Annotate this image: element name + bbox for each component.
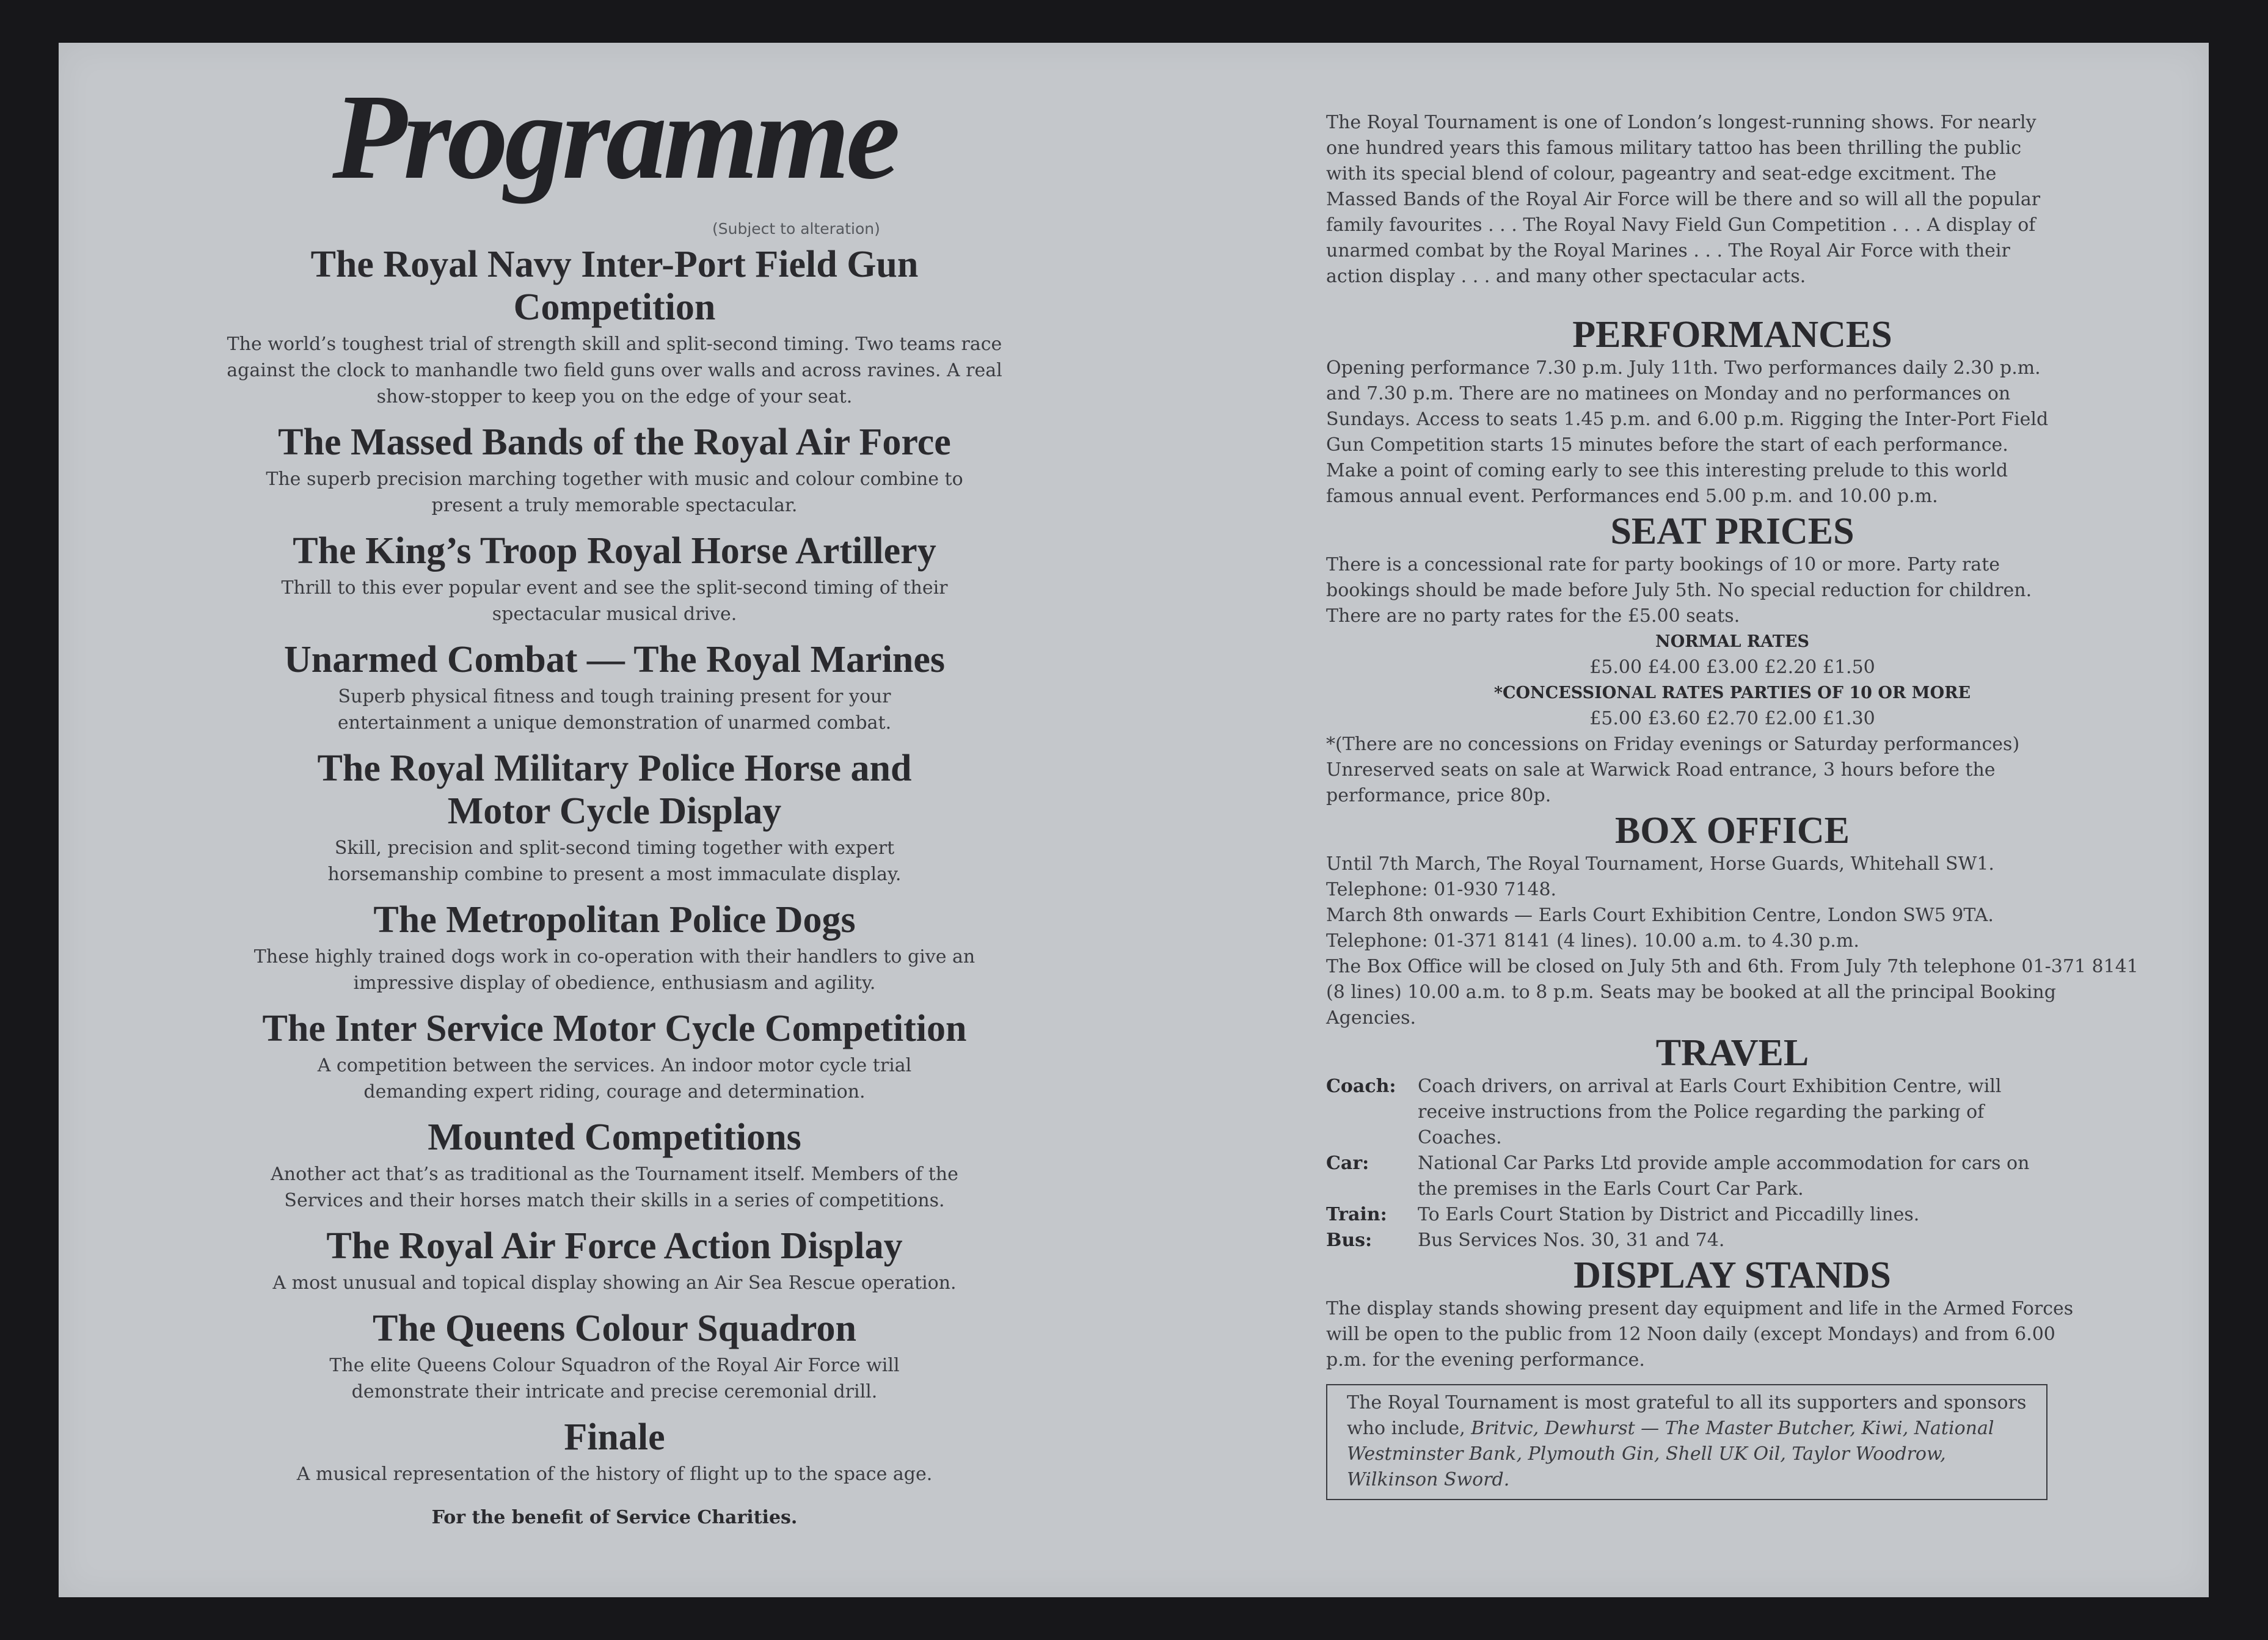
- normal-rates-values: £5.00 £4.00 £3.00 £2.20 £1.50: [1589, 657, 1875, 678]
- act-title: The Inter Service Motor Cycle Competition: [262, 1008, 967, 1049]
- programme-column: [217, 70, 1012, 1528]
- act-finale: [217, 1416, 1012, 1487]
- act-description: A most unusual and topical display showing an Air Sea Rescue operation.: [272, 1272, 957, 1294]
- box-office-line: March 8th onwards — Earls Court Exhibition Centre, London SW5 9TA.: [1326, 905, 1994, 926]
- act-title: The Royal Military Police Horse and Motor Cycle Display: [317, 748, 912, 832]
- sponsors-box: [1326, 1384, 2047, 1500]
- box-office-line: Until 7th March, The Royal Tournament, Horse Guards, Whitehall SW1.: [1326, 853, 1994, 875]
- act-police-dogs: [217, 898, 1012, 996]
- info-column: [1326, 110, 2139, 1500]
- programme-subtitle: (Subject to alteration): [712, 220, 880, 238]
- act-kings-troop: [217, 530, 1012, 627]
- travel-row-coach: [1326, 1074, 2139, 1151]
- charity-note: For the benefit of Service Charities.: [431, 1507, 798, 1528]
- act-description: The elite Queens Colour Squadron of the Royal Air Force will demonstrate their intricate and precise ceremonial drill.: [329, 1355, 900, 1402]
- seat-prices-note: *(There are no concessions on Friday evenings or Saturday performances) Unreserved seats on sale at Warwick Road entrance, 3 hours before the performance, price 80p.: [1326, 734, 2020, 806]
- act-description: These highly trained dogs work in co-operation with their handlers to give an impressive display of obedience, enthusiasm and agility.: [253, 946, 975, 994]
- travel-text: To Earls Court Station by District and Piccadilly lines.: [1418, 1204, 1920, 1225]
- act-title: The Royal Navy Inter-Port Field Gun Competition: [310, 244, 919, 328]
- seat-prices-heading: SEAT PRICES: [1610, 511, 1854, 552]
- act-title: The Massed Bands of the Royal Air Force: [278, 421, 951, 463]
- display-stands-text: The display stands showing present day equipment and life in the Armed Forces will be open to the public from 12 Noon daily (except Mondays) and from 6.00 p.m. for the evening performance.: [1326, 1298, 2074, 1371]
- act-title: Finale: [564, 1416, 665, 1458]
- concession-rates-values: £5.00 £3.60 £2.70 £2.00 £1.30: [1589, 708, 1875, 729]
- performances-heading: PERFORMANCES: [1572, 314, 1892, 355]
- act-title: The Queens Colour Squadron: [373, 1308, 856, 1349]
- act-queens-colour: [217, 1307, 1012, 1405]
- travel-label: Coach:: [1326, 1076, 1396, 1097]
- act-description: Thrill to this ever popular event and see the split-second timing of their spectacular musical drive.: [281, 577, 948, 625]
- box-office-line: The Box Office will be closed on July 5th and 6th. From July 7th telephone 01-371 8141 (8 lines) 10.00 a.m. to 8 p.m. Seats may be booked at all the principal Booking Agencies.: [1326, 956, 2139, 1029]
- travel-label: Car:: [1326, 1153, 1369, 1174]
- travel-row-train: [1326, 1202, 2139, 1228]
- programme-header: [217, 70, 1012, 238]
- act-description: Superb physical fitness and tough training present for your entertainment a unique demonstration of unarmed combat.: [337, 686, 892, 734]
- act-description: A musical representation of the history of flight up to the space age.: [296, 1463, 933, 1485]
- act-description: The world’s toughest trial of strength skill and split-second timing. Two teams race against the clock to manhandle two field guns over walls and across ravines. A real show-stopper to keep you on the edge of your seat.: [227, 333, 1002, 407]
- act-field-gun: [217, 243, 1012, 410]
- act-title: The Royal Air Force Action Display: [326, 1225, 903, 1267]
- travel-text: National Car Parks Ltd provide ample accommodation for cars on the premises in the Earls Court Car Park.: [1418, 1153, 2030, 1200]
- box-office-heading: BOX OFFICE: [1614, 810, 1850, 851]
- act-massed-bands: [217, 421, 1012, 519]
- act-description: Skill, precision and split-second timing together with expert horsemanship combine to present a most immaculate display.: [327, 837, 902, 885]
- display-stands-heading: DISPLAY STANDS: [1573, 1255, 1891, 1296]
- act-description: The superb precision marching together with music and colour combine to present a truly memorable spectacular.: [266, 468, 963, 516]
- act-title: Unarmed Combat — The Royal Marines: [283, 639, 946, 680]
- normal-rates-heading: NORMAL RATES: [1655, 632, 1809, 651]
- travel-heading: TRAVEL: [1655, 1032, 1809, 1074]
- act-military-police: [217, 747, 1012, 887]
- act-raf-action: [217, 1225, 1012, 1296]
- box-office-line: Telephone: 01-930 7148.: [1326, 879, 1557, 900]
- travel-row-bus: [1326, 1228, 2139, 1253]
- sponsors-names: Britvic, Dewhurst — The Master Butcher, Kiwi, National Westminster Bank, Plymouth Gin, Shell UK Oil, Taylor Woodrow, Wilkinson Sword.: [1347, 1418, 1994, 1490]
- concession-rates-heading: *CONCESSIONAL RATES PARTIES OF 10 OR MORE: [1493, 683, 1971, 702]
- intro-paragraph: The Royal Tournament is one of London’s longest-running shows. For nearly one hundred years this famous military tattoo has been thrilling the public with its special blend of colour, pageantry and seat-edge excitment. The Massed Bands of the Royal Air Force will be there and so will all the popular family favourites . . . The Royal Navy Field Gun Competition . . . A display of unarmed combat by the Royal Marines . . . The Royal Air Force with their action display . . . and many other spectacular acts.: [1326, 112, 2041, 287]
- travel-label: Bus:: [1326, 1230, 1373, 1251]
- act-motor-cycle: [217, 1007, 1012, 1105]
- travel-label: Train:: [1326, 1204, 1387, 1225]
- travel-text: Coach drivers, on arrival at Earls Court Exhibition Centre, will receive instructions from the Police regarding the parking of Coaches.: [1418, 1076, 2002, 1148]
- travel-row-car: [1326, 1151, 2139, 1202]
- box-office-line: Telephone: 01-371 8141 (4 lines). 10.00 a.m. to 4.30 p.m.: [1326, 930, 1859, 952]
- act-unarmed-combat: [217, 638, 1012, 736]
- sponsors-lead: The Royal Tournament is most grateful to all its supporters and sponsors who include,: [1347, 1392, 2027, 1439]
- act-title: The Metropolitan Police Dogs: [373, 899, 856, 941]
- act-mounted-competitions: [217, 1116, 1012, 1214]
- travel-text: Bus Services Nos. 30, 31 and 74.: [1418, 1230, 1725, 1251]
- seat-prices-text: There is a concessional rate for party bookings of 10 or more. Party rate bookings should be made before July 5th. No special reduction for children. There are no party rates for the £5.00 seats.: [1326, 554, 2032, 627]
- programme-sheet: [59, 43, 2209, 1597]
- performances-text: Opening performance 7.30 p.m. July 11th. Two performances daily 2.30 p.m. and 7.30 p.m. There are no matinees on Monday and no performances on Sundays. Access to seats 1.45 p.m. and 6.00 p.m. Rigging the Inter-Port Field Gun Competition starts 15 minutes before the start of each performance. Make a point of coming early to see this interesting prelude to this world famous annual event. Performances end 5.00 p.m. and 10.00 p.m.: [1326, 357, 2049, 507]
- programme-title: Programme: [332, 70, 897, 205]
- act-title: Mounted Competitions: [428, 1117, 801, 1158]
- act-description: A competition between the services. An indoor motor cycle trial demanding expert riding, courage and determination.: [317, 1055, 912, 1102]
- act-title: The King’s Troop Royal Horse Artillery: [293, 530, 936, 572]
- act-description: Another act that’s as traditional as the Tournament itself. Members of the Services and their horses match their skills in a series of competitions.: [271, 1164, 958, 1211]
